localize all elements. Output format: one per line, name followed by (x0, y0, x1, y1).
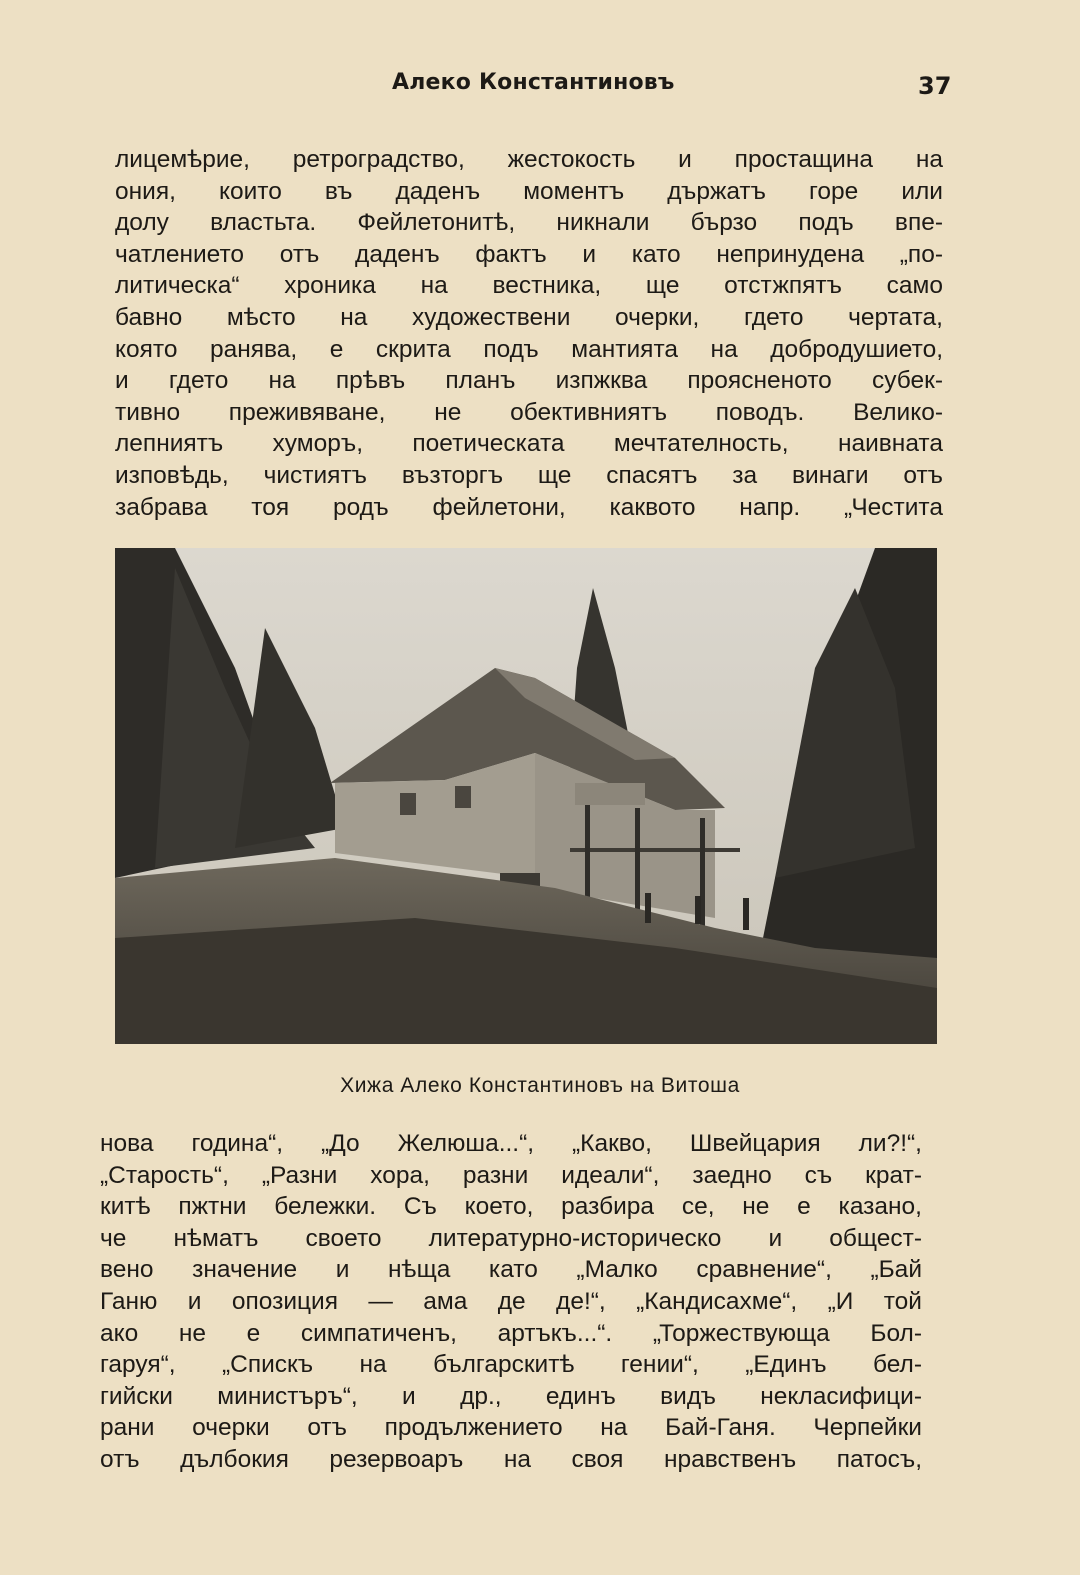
hut-photograph (115, 548, 937, 1044)
text-line: бавно мѣсто на художествени очерки, гдето чертата, (115, 303, 943, 331)
paragraph-top (115, 144, 943, 523)
text-line: гийски министъръ“, и др., единъ видъ некласифици- (100, 1382, 922, 1410)
page-number: 37 (918, 72, 952, 100)
text-line: Ганю и опозиция — ама де де!“, „Кандисахме“, „И той (100, 1287, 922, 1315)
text-line: гаруя“, „Спискъ на българскитѣ гении“, „Единъ бел- (100, 1351, 922, 1379)
text-line: ако не е симпатиченъ, артъкъ...“. „Торжествующа Бол- (100, 1319, 922, 1347)
text-line: нова година“, „До Желюша...“, „Какво, Швейцария ли?!“, (100, 1130, 922, 1157)
figure-caption: Хижа Алеко Константиновъ на Витоша (340, 1074, 740, 1097)
text-line: и гдето на прѣвъ планъ изпжква проясненото субек- (115, 367, 943, 395)
text-line: чатлението отъ даденъ фактъ и като непринудена „по- (115, 240, 943, 268)
text-line: лепниятъ хуморъ, поетическата мечтателность, наивната (115, 430, 943, 458)
text-line: китѣ пжтни бележки. Съ което, разбира се, не е казано, (100, 1193, 922, 1221)
text-line: рани очерки отъ продължението на Бай-Ганя. Черпейки (100, 1414, 922, 1442)
text-line: лицемѣрие, ретроградство, жестокость и простащина на (115, 146, 943, 173)
text-line: изповѣдь, чистиятъ възторгъ ще спасятъ за винаги отъ (115, 461, 943, 489)
text-line: че нѣматъ своето литературно-историческо и общест- (100, 1224, 922, 1252)
text-line: ония, които въ даденъ моментъ държатъ горе или (115, 177, 943, 205)
text-line: вено значение и нѣща като „Малко сравнение“, „Бай (100, 1256, 922, 1284)
text-line: забрава тоя родъ фейлетони, каквото напр. „Честита (115, 493, 943, 521)
running-header-title: Алеко Константиновъ (392, 70, 675, 95)
text-line: тивно преживяване, не обективниятъ поводъ. Велико- (115, 398, 943, 426)
text-line: отъ дълбокия резервоаръ на своя нравственъ патосъ, (100, 1445, 922, 1473)
text-line: която ранява, е скрита подъ мантията на добродушието, (115, 335, 943, 363)
text-line: литическа“ хроника на вестника, ще отстжпятъ само (115, 272, 943, 300)
text-line: „Старость“, „Разни хора, разни идеали“, заедно съ крат- (100, 1161, 922, 1189)
paragraph-bottom (100, 1128, 922, 1476)
text-line: долу властьта. Фейлетонитѣ, никнали бързо подъ впе- (115, 209, 943, 237)
